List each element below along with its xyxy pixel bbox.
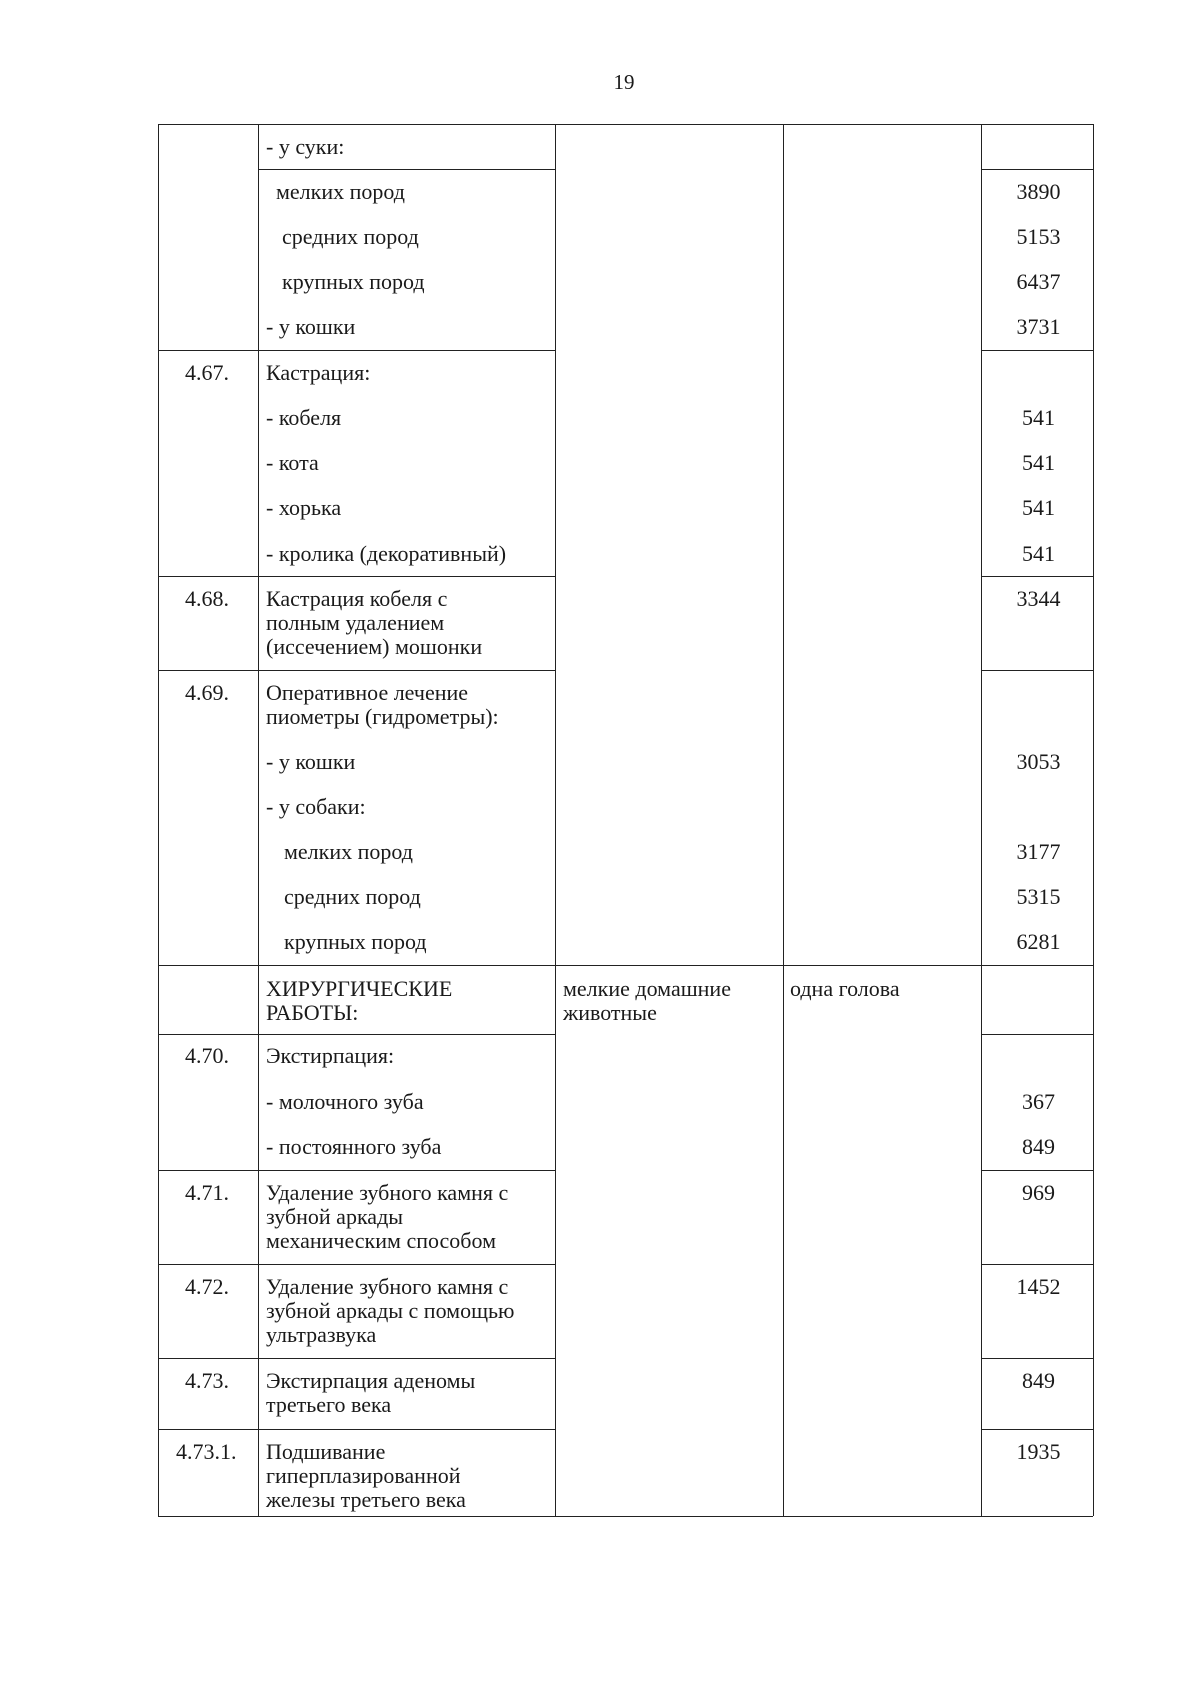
- row-label: Удаление зубного камня с зубной аркады механическим способом: [266, 1180, 509, 1253]
- col-divider-num: [258, 124, 259, 1516]
- row-price: 849: [1022, 1134, 1055, 1159]
- row-divider: [158, 1264, 555, 1265]
- row-number: 4.69.: [185, 680, 229, 705]
- row-label: средних пород: [282, 224, 419, 249]
- row-divider: [981, 576, 1093, 577]
- row-label: - молочного зуба: [266, 1089, 424, 1114]
- row-price: 367: [1022, 1089, 1055, 1114]
- row-divider: [981, 1264, 1093, 1265]
- row-label: крупных пород: [282, 269, 425, 294]
- row-label: Кастрация:: [266, 360, 371, 385]
- row-divider: [981, 350, 1093, 351]
- row-label: - кота: [266, 450, 319, 475]
- row-label: Экстирпация аденомы третьего века: [266, 1368, 476, 1417]
- price-table: [158, 124, 1093, 1516]
- row-price: 541: [1022, 541, 1055, 566]
- row-price: 541: [1022, 450, 1055, 475]
- row-number: 4.73.1.: [176, 1439, 237, 1464]
- col-divider-right: [1093, 124, 1094, 1516]
- row-price: 969: [1022, 1180, 1055, 1205]
- row-divider: [981, 670, 1093, 671]
- row-label: крупных пород: [284, 929, 427, 954]
- row-label: - у собаки:: [266, 794, 366, 819]
- row-label: Кастрация кобеля с полным удалением (иссечением) мошонки: [266, 586, 483, 659]
- row-divider: [158, 1429, 555, 1430]
- row-label: - у кошки: [266, 314, 356, 339]
- row-divider: [981, 1358, 1093, 1359]
- row-divider: [158, 1358, 555, 1359]
- row-price: 541: [1022, 405, 1055, 430]
- row-price: 849: [1022, 1368, 1055, 1393]
- row-divider: [158, 965, 1093, 966]
- row-label: - хорька: [266, 495, 342, 520]
- row-label: Экстирпация:: [266, 1043, 395, 1068]
- row-divider: [158, 1170, 555, 1171]
- row-number: 4.70.: [185, 1043, 229, 1068]
- page-number: 19: [613, 70, 635, 94]
- row-price: 3890: [1016, 179, 1061, 204]
- row-divider: [158, 350, 555, 351]
- row-price: 5315: [1016, 884, 1061, 909]
- col-divider-left: [158, 124, 159, 1516]
- row-label: Подшивание гиперплазированной железы третьего века: [266, 1439, 466, 1512]
- row-label: средних пород: [284, 884, 421, 909]
- row-label: мелких пород: [276, 179, 405, 204]
- row-label: - кобеля: [266, 405, 342, 430]
- row-divider: [981, 1429, 1093, 1430]
- row-price: 3053: [1016, 749, 1061, 774]
- section-heading: ХИРУРГИЧЕСКИЕ РАБОТЫ:: [266, 976, 453, 1025]
- row-price: 3731: [1016, 314, 1061, 339]
- row-label: - у суки:: [266, 134, 345, 159]
- row-label: - у кошки: [266, 749, 356, 774]
- row-label: Оперативное лечение пиометры (гидрометры):: [266, 680, 499, 729]
- col-divider-label: [555, 124, 556, 1516]
- row-divider: [158, 576, 555, 577]
- row-label: - кролика (декоративный): [266, 541, 507, 566]
- row-price: 1452: [1016, 1274, 1061, 1299]
- row-number: 4.67.: [185, 360, 229, 385]
- row-number: 4.73.: [185, 1368, 229, 1393]
- row-label: мелких пород: [284, 839, 413, 864]
- row-divider: [981, 1170, 1093, 1171]
- table-border-top: [158, 124, 1093, 125]
- table-border-bottom: [158, 1516, 1093, 1517]
- col-divider-unit: [981, 124, 982, 1516]
- row-price: 6281: [1016, 929, 1061, 954]
- row-price: 3344: [1016, 586, 1061, 611]
- unit-of-measure: одна голова: [790, 976, 900, 1001]
- row-price: 6437: [1016, 269, 1061, 294]
- row-number: 4.68.: [185, 586, 229, 611]
- row-divider: [158, 670, 555, 671]
- row-divider: [981, 169, 1093, 170]
- row-number: 4.71.: [185, 1180, 229, 1205]
- col-divider-animal: [783, 124, 784, 1516]
- row-price: 3177: [1016, 839, 1061, 864]
- row-divider: [258, 169, 555, 170]
- row-price: 541: [1022, 495, 1055, 520]
- row-label: - постоянного зуба: [266, 1134, 442, 1159]
- row-price: 1935: [1016, 1439, 1061, 1464]
- row-divider: [981, 1034, 1093, 1035]
- row-number: 4.72.: [185, 1274, 229, 1299]
- animal-category: мелкие домашние животные: [563, 976, 731, 1025]
- row-price: 5153: [1016, 224, 1061, 249]
- row-label: Удаление зубного камня с зубной аркады с помощью ультразвука: [266, 1274, 515, 1347]
- row-divider: [158, 1034, 555, 1035]
